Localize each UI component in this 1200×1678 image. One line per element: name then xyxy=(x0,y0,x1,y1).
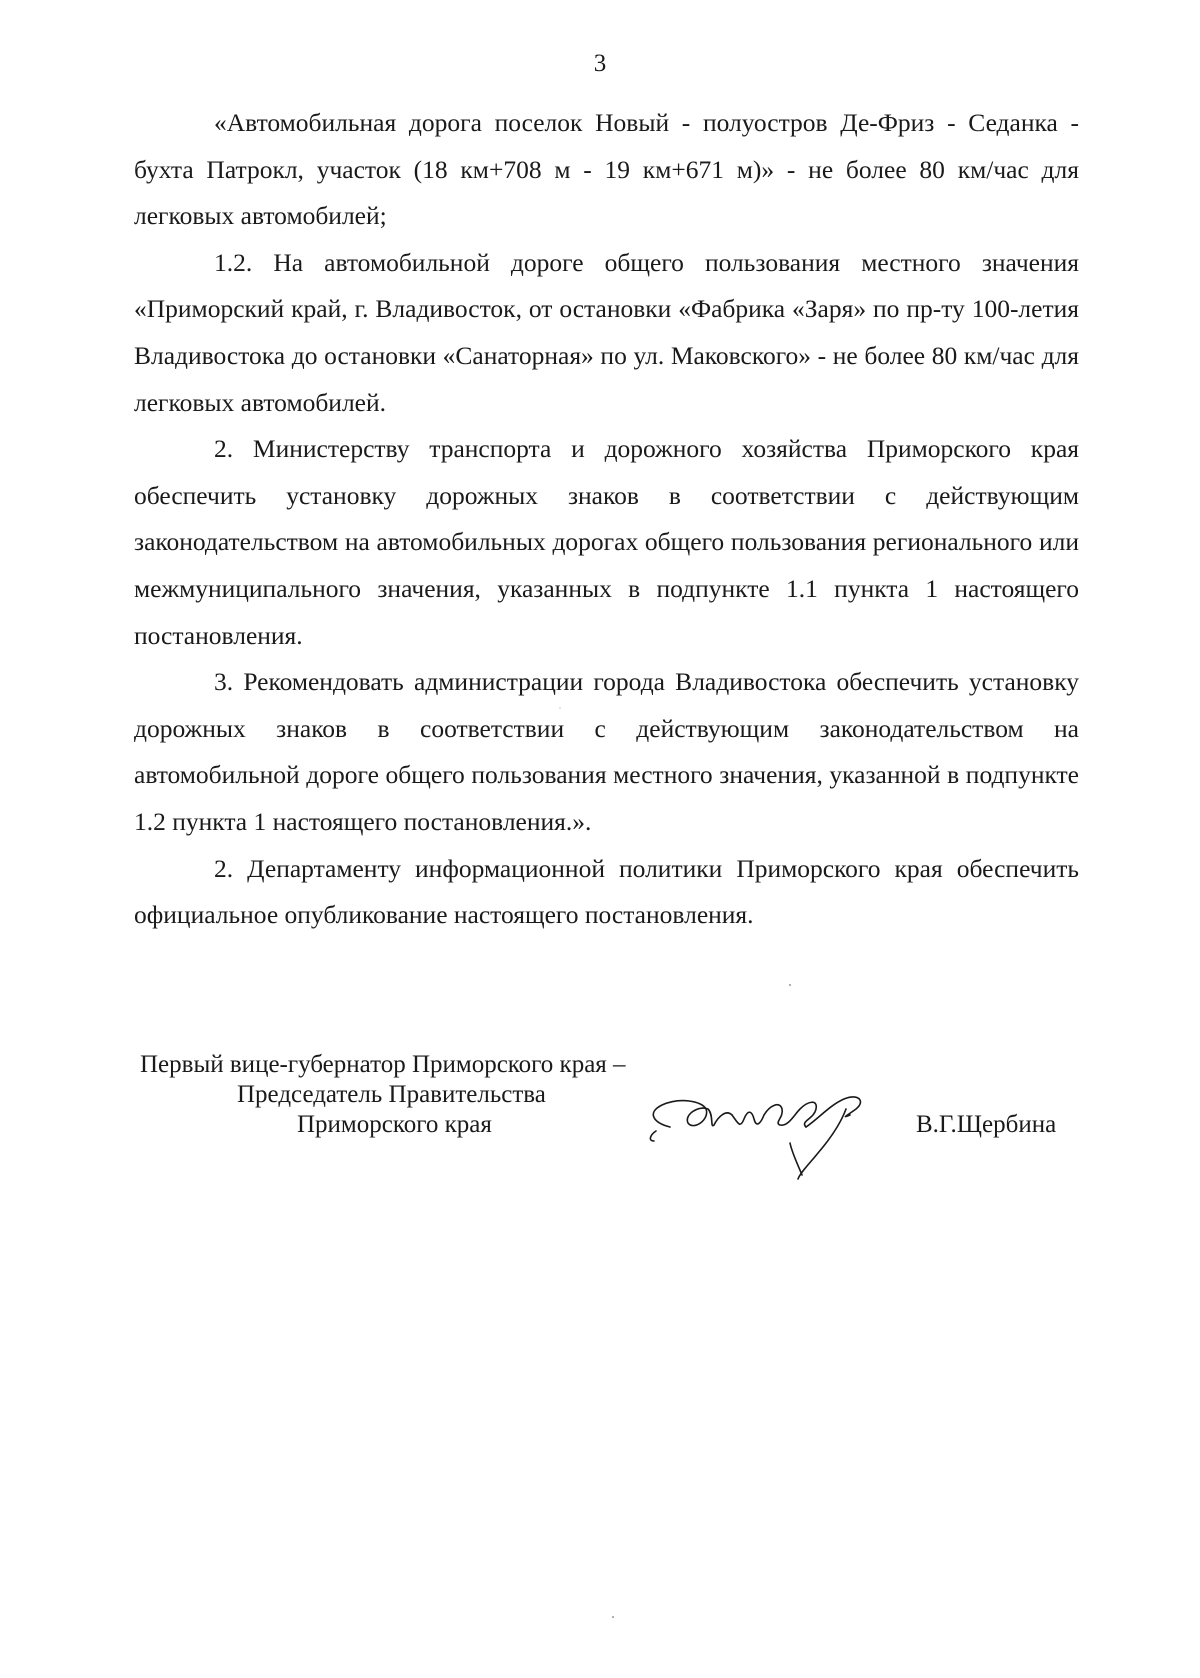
paragraph-1-2: 1.2. На автомобильной дороге общего пользования местного значения «Приморский край, г. Владивосток, от остановки «Фабрика «Заря» по пр-ту 100-летия Владивостока до остановки «Санаторная» по ул. Маковского» - не более 80 км/час для легковых автомобилей. xyxy=(134,247,1079,417)
paragraph-2-publication: 2. Департаменту информационной политики Приморского края обеспечить официальное опубликование настоящего постановления. xyxy=(134,853,1079,930)
signatory-title-line-2: Председатель Правительства xyxy=(237,1081,546,1108)
page-number: 3 xyxy=(593,50,607,77)
paragraph-3-recommendation: 3. Рекомендовать администрации города Владивостока обеспечить установку дорожных знаков в соответствии с действующим законодательством на автомобильной дороге общего пользования местного значения, указанной в подпункте 1.2 пункта 1 настоящего постановления.». xyxy=(134,667,1079,836)
paragraph-road-section: «Автомобильная дорога поселок Новый - полуостров Де-Фриз - Седанка - бухта Патрокл, участок (18 км+708 м - 19 км+671 м)» - не более 80 км/час для легковых автомобилей; xyxy=(134,108,1079,231)
document-body xyxy=(134,100,1079,939)
signatory-title-line-1: Первый вице-губернатор Приморского края – xyxy=(140,1051,626,1078)
signer-name: В.Г.Щербина xyxy=(916,1111,1057,1138)
handwritten-signature xyxy=(640,1075,900,1185)
signatory-title-line-3: Приморского края xyxy=(297,1111,492,1138)
paragraph-2-ministry: 2. Министерству транспорта и дорожного хозяйства Приморского края обеспечить установку дорожных знаков в соответствии с действующим законодательством на автомобильных дорогах общего пользования регионального или межмуниципального значения, указанных в подпункте 1.1 пункта 1 настоящего постановления. xyxy=(134,434,1079,650)
signatory-title xyxy=(140,1050,626,1140)
